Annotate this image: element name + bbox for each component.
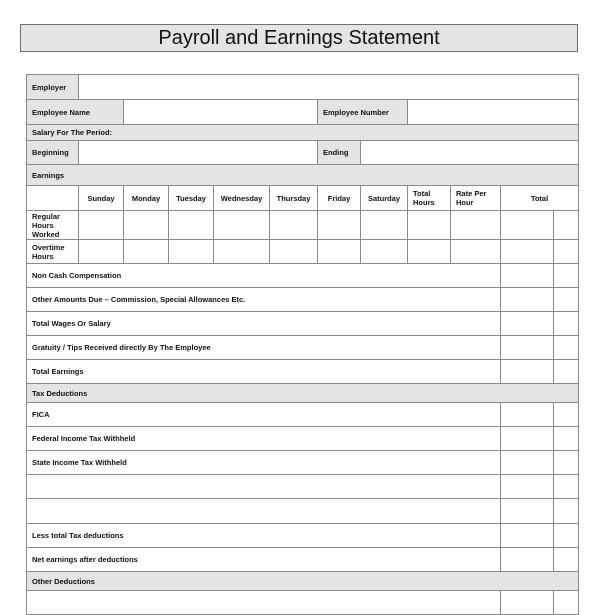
earnings-item-row (27, 288, 579, 312)
less-total-tax-amount[interactable] (501, 524, 554, 548)
col-header-total: Total (501, 186, 579, 211)
less-total-tax-label: Less total Tax deductions (27, 524, 501, 548)
earnings-item-row (27, 312, 579, 336)
total-earnings-cents[interactable] (554, 360, 579, 384)
period-dates-row (27, 141, 579, 165)
regular-hours-wednesday[interactable] (214, 211, 270, 240)
employee-name-field[interactable] (124, 100, 318, 125)
regular-hours-monday[interactable] (124, 211, 169, 240)
gratuity-tips-label: Gratuity / Tips Received directly By The Employee (27, 336, 501, 360)
other-amounts-due-amount[interactable] (501, 288, 554, 312)
other-deductions-section-row (27, 572, 579, 591)
overtime-hours-total-cents[interactable] (554, 240, 579, 264)
col-header-total-hours: Total Hours (408, 186, 451, 211)
col-header-saturday: Saturday (361, 186, 408, 211)
net-earnings-row (27, 548, 579, 572)
employee-number-label: Employee Number (318, 100, 408, 125)
other-amounts-due-cents[interactable] (554, 288, 579, 312)
tax-item-row (27, 403, 579, 427)
other-deduction-label[interactable] (27, 591, 501, 615)
blank-tax-cents[interactable] (554, 499, 579, 524)
total-earnings-amount[interactable] (501, 360, 554, 384)
less-total-tax-cents[interactable] (554, 524, 579, 548)
earnings-section-label: Earnings (27, 165, 579, 186)
employee-number-field[interactable] (408, 100, 579, 125)
non-cash-compensation-label: Non Cash Compensation (27, 264, 501, 288)
federal-tax-amount[interactable] (501, 427, 554, 451)
employee-name-label: Employee Name (27, 100, 124, 125)
net-earnings-label: Net earnings after deductions (27, 548, 501, 572)
total-wages-cents[interactable] (554, 312, 579, 336)
regular-hours-rate[interactable] (451, 211, 501, 240)
overtime-hours-label: Overtime Hours (27, 240, 79, 264)
net-earnings-amount[interactable] (501, 548, 554, 572)
overtime-hours-total-hours[interactable] (408, 240, 451, 264)
overtime-hours-wednesday[interactable] (214, 240, 270, 264)
state-tax-label: State Income Tax Withheld (27, 451, 501, 475)
earnings-header-row (27, 186, 579, 211)
total-earnings-label: Total Earnings (27, 360, 501, 384)
regular-hours-total-hours[interactable] (408, 211, 451, 240)
employee-row (27, 100, 579, 125)
non-cash-compensation-amount[interactable] (501, 264, 554, 288)
col-header-rate-per-hour: Rate Per Hour (451, 186, 501, 211)
regular-hours-tuesday[interactable] (169, 211, 214, 240)
overtime-hours-saturday[interactable] (361, 240, 408, 264)
col-header-tuesday: Tuesday (169, 186, 214, 211)
earnings-header-blank (27, 186, 79, 211)
tax-item-row (27, 451, 579, 475)
beginning-field[interactable] (79, 141, 318, 165)
ending-field[interactable] (361, 141, 579, 165)
fica-label: FICA (27, 403, 501, 427)
gratuity-tips-cents[interactable] (554, 336, 579, 360)
other-deduction-row (27, 591, 579, 615)
earnings-section-row (27, 165, 579, 186)
other-deductions-section-label: Other Deductions (27, 572, 579, 591)
other-deduction-cents[interactable] (554, 591, 579, 615)
col-header-thursday: Thursday (270, 186, 318, 211)
overtime-hours-monday[interactable] (124, 240, 169, 264)
gratuity-tips-amount[interactable] (501, 336, 554, 360)
fica-cents[interactable] (554, 403, 579, 427)
regular-hours-friday[interactable] (318, 211, 361, 240)
tax-deductions-section-label: Tax Deductions (27, 384, 579, 403)
regular-hours-total[interactable] (501, 211, 554, 240)
tax-item-row (27, 475, 579, 499)
federal-tax-label: Federal Income Tax Withheld (27, 427, 501, 451)
non-cash-compensation-cents[interactable] (554, 264, 579, 288)
blank-tax-label[interactable] (27, 499, 501, 524)
col-header-monday: Monday (124, 186, 169, 211)
ending-label: Ending (318, 141, 361, 165)
overtime-hours-friday[interactable] (318, 240, 361, 264)
col-header-friday: Friday (318, 186, 361, 211)
beginning-label: Beginning (27, 141, 79, 165)
tax-item-row (27, 499, 579, 524)
employer-field[interactable] (79, 75, 579, 100)
overtime-hours-tuesday[interactable] (169, 240, 214, 264)
tax-deductions-section-row (27, 384, 579, 403)
other-deduction-amount[interactable] (501, 591, 554, 615)
overtime-hours-total[interactable] (501, 240, 554, 264)
regular-hours-sunday[interactable] (79, 211, 124, 240)
regular-hours-label: Regular Hours Worked (27, 211, 79, 240)
col-header-wednesday: Wednesday (214, 186, 270, 211)
regular-hours-total-cents[interactable] (554, 211, 579, 240)
employer-label: Employer (27, 75, 79, 100)
less-total-tax-row (27, 524, 579, 548)
overtime-hours-rate[interactable] (451, 240, 501, 264)
salary-period-row (27, 125, 579, 141)
state-tax-cents[interactable] (554, 451, 579, 475)
other-amounts-due-label: Other Amounts Due – Commission, Special Allowances Etc. (27, 288, 501, 312)
employer-row (27, 75, 579, 100)
overtime-hours-thursday[interactable] (270, 240, 318, 264)
blank-tax-amount[interactable] (501, 499, 554, 524)
blank-tax-cents[interactable] (554, 475, 579, 499)
earnings-item-row (27, 336, 579, 360)
payroll-form-table (26, 74, 579, 615)
earnings-item-row (27, 264, 579, 288)
page-title: Payroll and Earnings Statement (20, 24, 578, 52)
blank-tax-amount[interactable] (501, 475, 554, 499)
salary-period-label: Salary For The Period: (27, 125, 579, 141)
regular-hours-thursday[interactable] (270, 211, 318, 240)
total-wages-amount[interactable] (501, 312, 554, 336)
blank-tax-label[interactable] (27, 475, 501, 499)
overtime-hours-sunday[interactable] (79, 240, 124, 264)
total-wages-label: Total Wages Or Salary (27, 312, 501, 336)
overtime-hours-row (27, 240, 579, 264)
state-tax-amount[interactable] (501, 451, 554, 475)
col-header-sunday: Sunday (79, 186, 124, 211)
federal-tax-cents[interactable] (554, 427, 579, 451)
earnings-item-row (27, 360, 579, 384)
tax-item-row (27, 427, 579, 451)
net-earnings-cents[interactable] (554, 548, 579, 572)
fica-amount[interactable] (501, 403, 554, 427)
regular-hours-saturday[interactable] (361, 211, 408, 240)
regular-hours-row (27, 211, 579, 240)
